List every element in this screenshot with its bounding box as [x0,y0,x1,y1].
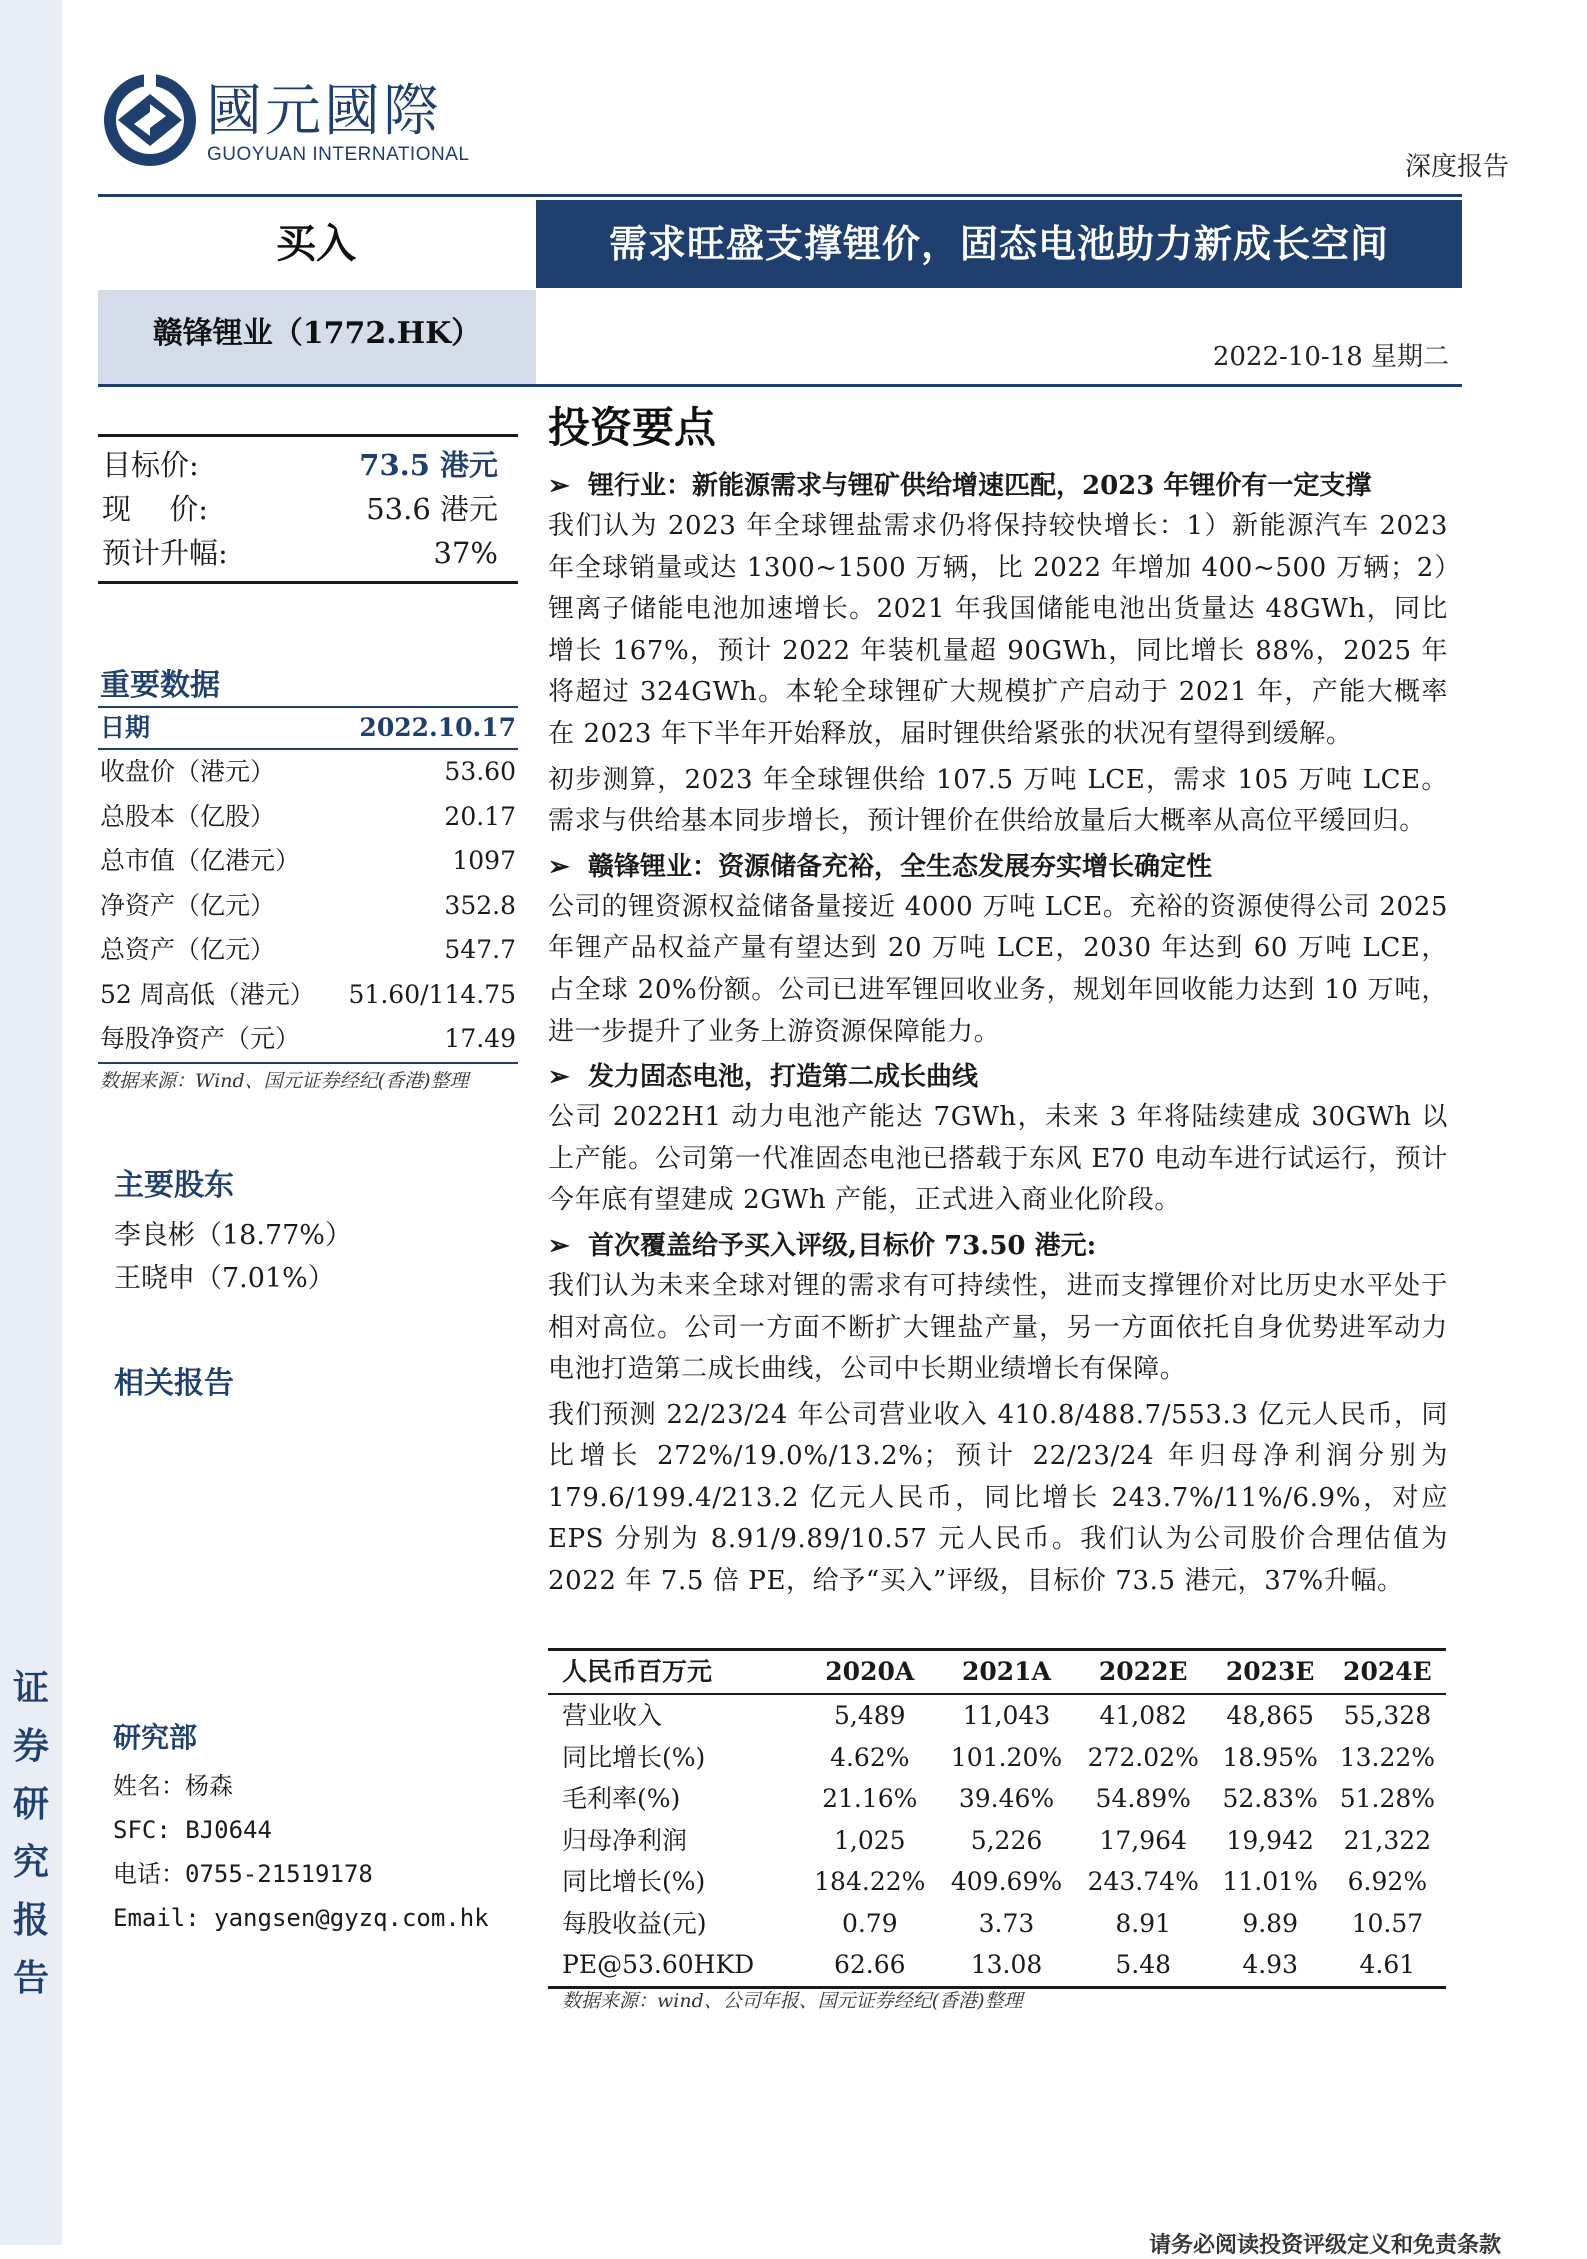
disclaimer-footer: 请务必阅读投资评级定义和免责条款 [1148,2232,1501,2258]
table-cell: 13.22% [1339,1742,1436,1772]
bullet-text: 发力固态电池，打造第二成长曲线 [588,1062,979,1093]
brand-name-cn: 國元國際 [206,79,442,144]
table-cell: 6.92% [1347,1867,1428,1896]
table-cell: 10.57 [1351,1908,1424,1938]
key-data-value: 17.49 [444,1024,516,1053]
analyst-sfc: SFC: BJ0644 [113,1816,272,1844]
price-label: 目标价: [102,448,199,482]
price-value: 53.6 港元 [366,492,498,526]
table-cell: 52.83% [1222,1784,1318,1813]
analyst-email: Email: yangsen@gyzq.com.hk [113,1904,489,1932]
highlight-paragraph: 公司的锂资源权益储备量接近 4000 万吨 LCE。充裕的资源使得公司 2025 年锂产品权益产量有望达到 20 万吨 LCE，2030 年达到 60 万吨 LCE，占全球 20%份额。公司已进军锂回收业务，规划年回收能力达到 10 万吨，进一步提升了业务上游资源保障能力。 [548,891,1448,1047]
arrow-bullet-icon: ➢ [548,851,570,882]
highlight-paragraph: 我们预测 22/23/24 年公司营业收入 410.8/488.7/553.3 亿元人民币，同比增长 272%/19.0%/13.2%；预计 22/23/24 年归母净利润分别为 179.6/199.4/213.2 亿元人民币，同比增长 243.7%/11%/6.9%，对应 EPS 分别为 8.91/9.89/10.57 元人民币。我们认为公司股价合理估值为 2022 年 7.5 倍 PE，给予“买入”评级，目标价 73.5 港元，37%升幅。 [548,1399,1448,1597]
table-cell: 21.16% [822,1784,918,1813]
column-header: 2020A [801,1650,938,1695]
table-row [548,1694,1446,1737]
key-data-label: 收盘价（港元） [100,757,276,786]
table-cell: 19,942 [1226,1825,1314,1855]
table-cell: 41,082 [1099,1701,1187,1730]
key-data-value: 51.60/114.75 [348,979,516,1009]
table-cell: 4.61 [1329,1944,1446,1987]
table-cell: 17,964 [1099,1825,1187,1855]
analyst-contact [113,1716,553,1940]
bullet-text: 锂行业：新能源需求与锂矿供给增速匹配，2023 年锂价有一定支撑 [588,471,1372,501]
contact-title: 研究部 [113,1721,198,1754]
price-summary [98,434,518,584]
key-data-label: 总资产（亿元） [100,935,276,964]
table-row [548,1778,1446,1820]
brand-name-en: GUOYUAN INTERNATIONAL [207,144,470,165]
sidebar-char: 研 [12,1784,49,1825]
shareholders-title: 主要股东 [114,1168,234,1203]
key-data-label: 总股本（亿股） [100,801,276,831]
brand-logo-icon [100,72,200,168]
highlight-bullet [548,466,1448,506]
table-cell: 5,489 [833,1701,906,1730]
arrow-bullet-icon: ➢ [548,471,570,501]
analyst-phone: 电话：0755-21519178 [113,1860,373,1888]
table-cell: 营业收入 [562,1701,663,1730]
table-cell: 同比增长(%) [562,1867,706,1896]
price-row-current [98,487,518,531]
price-bottom-rule [98,581,518,584]
table-cell: 1,025 [833,1825,906,1855]
table-cell: 21,322 [1343,1825,1432,1855]
key-data-row [98,750,518,795]
sidebar-label [0,1660,62,2008]
highlights-heading: 投资要点 [548,403,717,452]
table-cell: 48,865 [1226,1701,1314,1730]
highlight-bullet [548,1057,1448,1097]
table-cell: 4.62% [830,1742,910,1772]
table-cell: PE@53.60HKD [548,1944,801,1987]
header-divider [98,194,1462,197]
shareholders-list [114,1214,352,1300]
table-cell: 0.79 [841,1908,898,1938]
table-row [548,1944,1446,1987]
table-cell: 243.74% [1087,1867,1199,1896]
table-cell: 184.22% [814,1867,926,1896]
bullet-text: 赣锋锂业：资源储备充裕，全生态发展夯实增长确定性 [588,851,1213,882]
column-header: 2023E [1212,1650,1329,1695]
arrow-bullet-icon: ➢ [548,1062,570,1093]
related-reports-title: 相关报告 [114,1366,234,1401]
sidebar-char: 券 [12,1726,49,1767]
key-data-row [98,928,518,973]
sidebar-char: 证 [12,1668,49,1709]
table-cell: 11.01% [1222,1867,1318,1896]
table-cell: 归母净利润 [562,1825,688,1855]
analyst-name: 姓名：杨森 [113,1772,233,1800]
key-data-label: 总市值（亿港元） [100,846,301,875]
table-cell: 毛利率(%) [562,1784,681,1813]
date-divider [98,384,1462,387]
arrow-bullet-icon: ➢ [548,1230,570,1261]
key-data-row [98,884,518,929]
table-cell: 101.20% [950,1742,1063,1772]
key-data-label: 净资产（亿元） [100,890,276,920]
table-row [548,1737,1446,1779]
key-data-value: 352.8 [444,890,516,920]
table-row [548,1820,1446,1862]
price-label: 现 价: [102,492,208,526]
column-header: 2021A [938,1650,1075,1695]
table-header-row [548,1650,1446,1695]
key-data-value: 547.7 [444,935,516,964]
table-cell: 13.08 [938,1944,1075,1987]
price-row-target [98,443,518,487]
table-cell: 5,226 [970,1825,1043,1855]
table-cell: 51.28% [1339,1784,1436,1813]
table-cell: 4.93 [1212,1944,1329,1987]
bullet-text: 首次覆盖给予买入评级,目标价 73.50 港元: [588,1230,1097,1261]
report-type: 深度报告 [1404,152,1509,182]
table-row [548,1861,1446,1903]
table-row [548,1903,1446,1945]
table-cell: 每股收益(元) [562,1908,707,1938]
highlight-bullet [548,1226,1448,1266]
column-header: 2024E [1329,1650,1446,1695]
stock-name: 赣锋锂业（1772.HK） [98,290,536,386]
key-data-row [98,1017,518,1062]
shareholder-item: 王晓申（7.01%） [114,1263,335,1294]
key-data-value: 1097 [452,846,516,875]
key-data-value: 53.60 [444,757,516,786]
report-headline: 需求旺盛支撑锂价，固态电池助力新成长空间 [536,200,1462,288]
table-cell: 62.66 [801,1944,938,1987]
sidebar-char: 告 [12,1958,49,1999]
table-cell: 55,328 [1343,1701,1432,1730]
table-cell: 272.02% [1087,1742,1199,1772]
table-cell: 11,043 [962,1701,1051,1730]
investment-highlights [548,398,1448,1607]
key-data-source: 数据来源：Wind、国元证券经纪(香港)整理 [100,1070,469,1092]
key-data-table [98,706,518,1064]
table-cell: 9.89 [1242,1908,1298,1938]
highlight-paragraph: 我们认为 2023 年全球锂盐需求仍将保持较快增长：1）新能源汽车 2023 年全球销量或达 1300~1500 万辆，比 2022 年增加 400~500 万辆；2）锂离子储能电池加速增长。2021 年我国储能电池出货量达 48GWh，同比增长 167%，预计 2022 年装机量超 90GWh，同比增长 88%，2025 年将超过 324GWh。本轮全球锂矿大规模扩产启动于 2021 年，产能大概率在 2023 年下半年开始释放，届时锂供给紧张的状况有望得到缓解。 [548,511,1448,749]
table-cell: 54.89% [1095,1784,1191,1813]
table-cell: 18.95% [1222,1742,1318,1772]
rating-label: 买入 [276,220,356,267]
table-cell: 3.73 [978,1908,1035,1938]
financial-table-source: 数据来源：wind、公司年报、国元证券经纪(香港)整理 [562,1990,1023,2012]
sidebar-char: 究 [12,1842,49,1883]
price-row-upside [98,531,518,575]
table-cell: 8.91 [1115,1908,1172,1938]
table-cell: 39.46% [958,1784,1055,1813]
highlight-paragraph: 初步测算，2023 年全球锂供给 107.5 万吨 LCE，需求 105 万吨 LCE。需求与供给基本同步增长，预计锂价在供给放量后大概率从高位平缓回归。 [548,764,1448,837]
key-data-bottom-rule [98,1062,518,1064]
key-data-row [98,973,518,1018]
key-data-value: 20.17 [444,801,516,831]
report-date: 2022-10-18 星期二 [1212,342,1449,372]
price-label: 预计升幅: [102,536,228,570]
sidebar-char: 报 [12,1900,49,1941]
key-data-header-value: 2022.10.17 [359,713,516,742]
table-cell: 5.48 [1075,1944,1212,1987]
key-data-label: 52 周高低（港元） [100,979,315,1009]
price-value: 37% [433,536,498,570]
key-data-title: 重要数据 [100,668,220,703]
price-value: 73.5 港元 [359,448,498,482]
highlight-paragraph: 我们认为未来全球对锂的需求有可持续性，进而支撑锂价对比历史水平处于相对高位。公司一方面不断扩大锂盐产量，另一方面依托自身优势进军动力电池打造第二成长曲线，公司中长期业绩增长有保障。 [548,1270,1448,1385]
column-header: 2022E [1075,1650,1212,1695]
table-cell: 同比增长(%) [562,1742,706,1772]
financial-forecast-table [548,1648,1446,1989]
key-data-row [98,839,518,884]
shareholder-item: 李良彬（18.77%） [114,1220,352,1251]
key-data-row [98,795,518,840]
highlight-bullet [548,847,1448,887]
column-header: 人民币百万元 [548,1650,801,1695]
highlight-paragraph: 公司 2022H1 动力电池产能达 7GWh，未来 3 年将陆续建成 30GWh 以上产能。公司第一代准固态电池已搭载于东风 E70 电动车进行试运行，预计今年底有望建成 2GWh 产能，正式进入商业化阶段。 [548,1102,1448,1216]
table-cell: 409.69% [950,1867,1063,1896]
key-data-label: 每股净资产（元） [100,1024,301,1053]
key-data-header [98,706,518,750]
key-data-header-label: 日期 [100,713,151,742]
